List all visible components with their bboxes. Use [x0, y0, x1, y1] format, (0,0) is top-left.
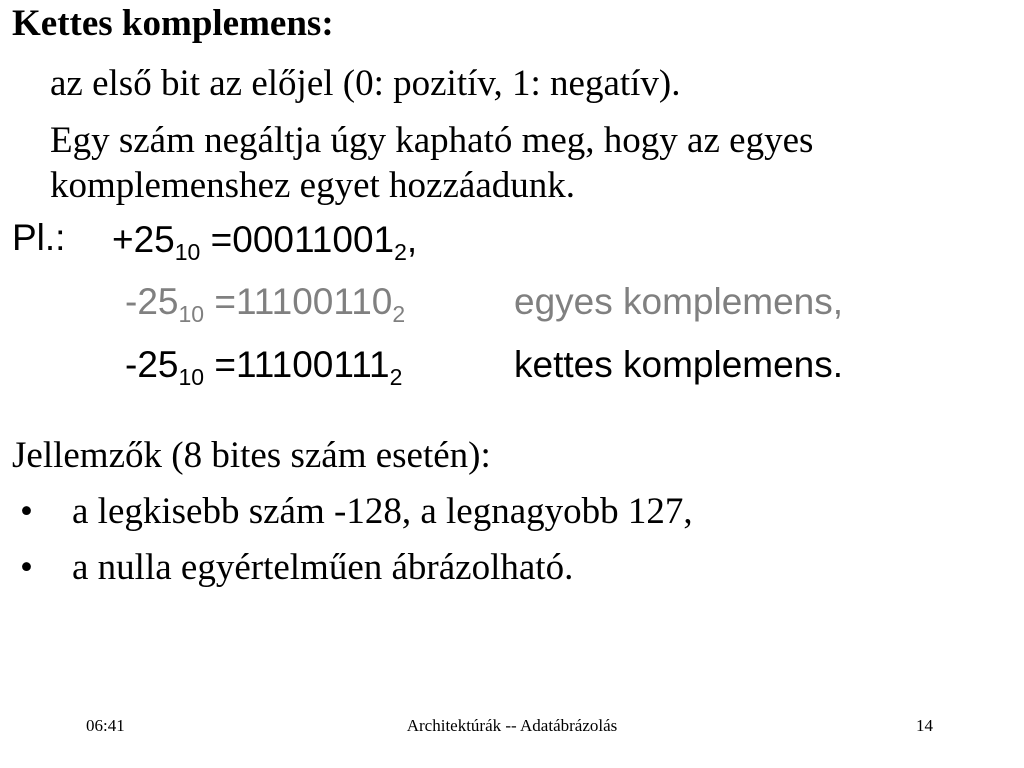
- row-suffix: ,: [406, 219, 418, 260]
- decimal-value: +25: [112, 219, 175, 260]
- features-heading: Jellemzők (8 bites szám esetén):: [12, 435, 491, 476]
- negation-paragraph: Egy szám negáltja úgy kapható meg, hogy az egyes komplemenshez egyet hozzáadunk.: [50, 120, 814, 206]
- base-2-subscript: 2: [392, 301, 406, 327]
- bullet-item-zero: a nulla egyértelműen ábrázolható.: [72, 547, 574, 588]
- binary-value: =00011001: [200, 219, 395, 260]
- footer-title: Architektúrák -- Adatábrázolás: [406, 716, 618, 735]
- base-2-subscript: 2: [394, 239, 407, 265]
- example-label: Pl.:: [12, 217, 66, 258]
- footer-page-number: 14: [916, 716, 933, 735]
- decimal-value: -25: [125, 344, 179, 385]
- footer-time: 06:41: [86, 716, 125, 735]
- base-2-subscript: 2: [389, 364, 403, 390]
- bullet-item-range: a legkisebb szám -128, a legnagyobb 127,: [72, 491, 693, 532]
- twos-complement-label: kettes komplemens.: [514, 344, 844, 385]
- example-row-ones-complement: [125, 281, 406, 327]
- bullet-icon: •: [20, 547, 33, 588]
- bullet-icon: •: [20, 491, 33, 532]
- base-10-subscript: 10: [174, 239, 201, 265]
- slide-title: Kettes komplemens:: [12, 3, 334, 44]
- base-10-subscript: 10: [178, 301, 205, 327]
- sign-bit-paragraph: az első bit az előjel (0: pozitív, 1: negatív).: [50, 63, 681, 104]
- example-row-twos-complement: [125, 344, 403, 390]
- binary-value: =11100110: [204, 281, 393, 322]
- example-row-positive: [112, 219, 418, 265]
- base-10-subscript: 10: [178, 364, 205, 390]
- ones-complement-label: egyes komplemens,: [514, 281, 844, 322]
- binary-value: =11100111: [204, 344, 390, 385]
- decimal-value: -25: [125, 281, 179, 322]
